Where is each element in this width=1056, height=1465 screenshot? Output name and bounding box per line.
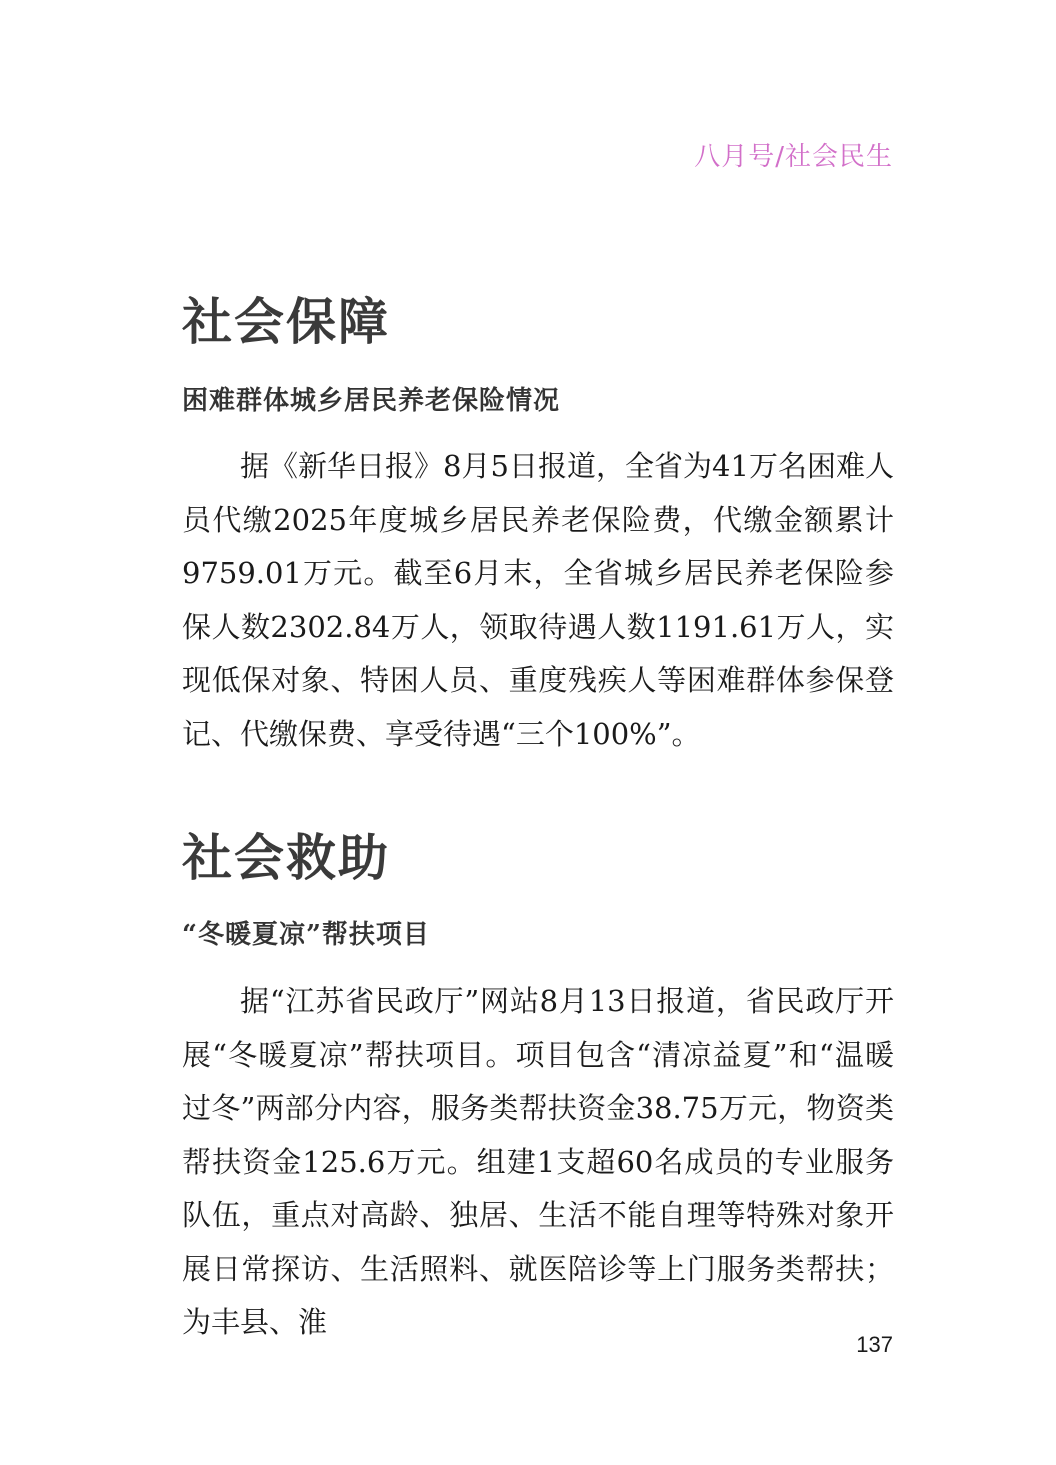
paragraph-winter-summer-project: 据“江苏省民政厅”网站8月13日报道，省民政厅开展“冬暖夏凉”帮扶项目。项目包含“清凉益夏”和“温暖过冬”两部分内容，服务类帮扶资金38.75万元，物资类帮扶资金125.6万元。组建1支超60名成员的专业服务队伍，重点对高龄、独居、生活不能自理等特殊对象开展日常探访、生活照料、就医陪诊等上门服务类帮扶；为丰县、淮 bbox=[182, 984, 894, 1339]
subtitle-winter-summer-project: “冬暖夏凉”帮扶项目 bbox=[182, 920, 430, 950]
section-title-social-assistance: 社会救助 bbox=[182, 829, 390, 887]
section-title-social-security: 社会保障 bbox=[182, 293, 390, 351]
running-header: 八月号/社会民生 bbox=[694, 142, 893, 172]
page-number: 137 bbox=[856, 1332, 893, 1357]
paragraph-pension-insurance: 据《新华日报》8月5日报道，全省为41万名困难人员代缴2025年度城乡居民养老保险费，代缴金额累计9759.01万元。截至6月末，全省城乡居民养老保险参保人数2302.84万人，领取待遇人数1191.61万人，实现低保对象、特困人员、重度残疾人等困难群体参保登记、代缴保费、享受待遇“三个100%”。 bbox=[182, 449, 894, 751]
subtitle-pension-insurance: 困难群体城乡居民养老保险情况 bbox=[182, 386, 561, 416]
